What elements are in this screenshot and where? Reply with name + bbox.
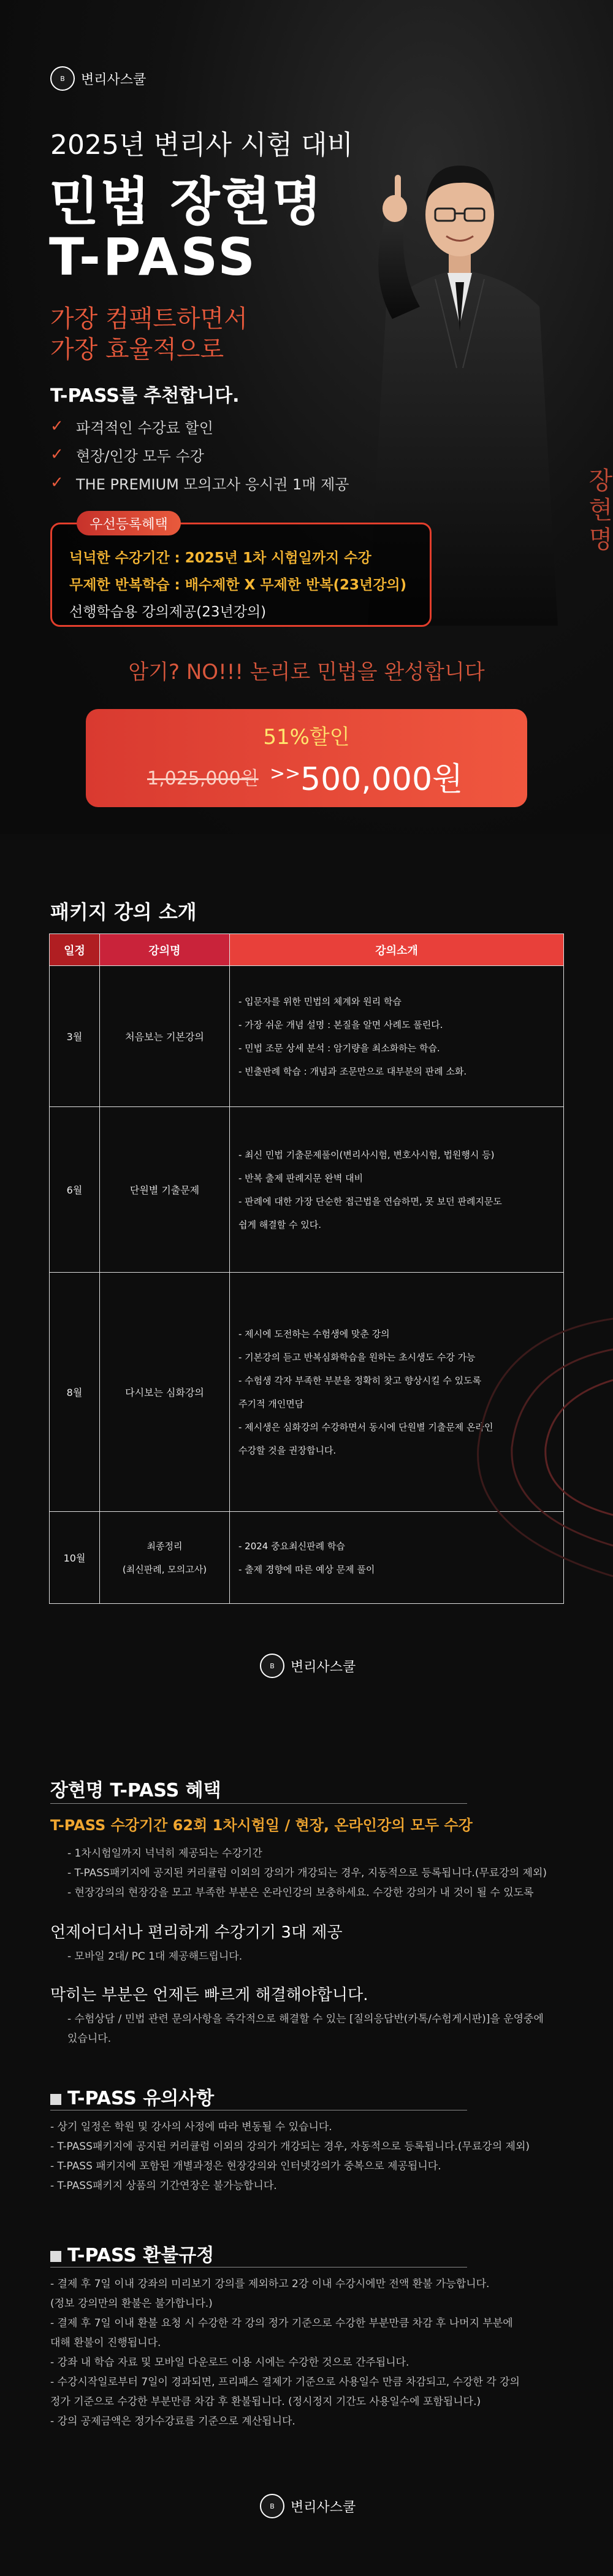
desc-line: - 최신 민법 기출문제풀이(변리사시험, 변호사시험, 법원행시 등) <box>238 1149 495 1160</box>
desc-line: - 제시생은 심화강의 수강하면서 동시에 단원별 기출문제 온라인 <box>238 1421 493 1433</box>
detail-line: - 모바일 2대/ PC 1대 제공해드립니다. <box>67 1950 243 1963</box>
refund-line: (정보 강의만의 환불은 불가합니다.) <box>50 2298 213 2310</box>
header-logo[interactable] <box>50 66 146 91</box>
detail-line: - 수험상담 / 민법 관련 문의사항을 즉각적으로 해결할 수 있는 [질의응답반(카톡/수험게시판)]을 운영중에 <box>67 2013 544 2025</box>
recommend-item <box>50 469 349 497</box>
desc-line: 쉽게 해결할 수 있다. <box>238 1219 321 1230</box>
desc-line: - 기본강의 듣고 반복심화학습을 원하는 초시생도 수강 가능 <box>238 1351 476 1363</box>
qa-detail <box>67 2009 544 2049</box>
refund-line: - 수강시작일로부터 7일이 경과되면, 프리패스 결제가 기준으로 사용일수 만큼 차감되고, 수강한 각 강의 <box>50 2376 520 2388</box>
notes-title-text: T-PASS 유의사항 <box>67 2088 215 2109</box>
decorative-curves <box>454 1300 613 1595</box>
desc-line: 수강할 것을 권장합니다. <box>238 1444 337 1456</box>
desc-line: - 판례에 대한 가장 단순한 접근법을 연습하면, 못 보던 판례지문도 <box>238 1195 502 1207</box>
refund-title <box>50 2240 214 2267</box>
desc-line: - 수험생 각자 부족한 부분을 정확히 찾고 향상시킬 수 있도록 <box>238 1374 482 1386</box>
desc-line: - 민법 조문 상세 분석 : 암기량을 최소화하는 학습. <box>238 1042 440 1054</box>
recommend-item <box>50 412 349 440</box>
desc-line: - 출제 경향에 따른 예상 문제 풀이 <box>238 1563 375 1575</box>
early-benefit-line: 무제한 반복학습 : 배수제한 X 무제한 반복(23년강의) <box>69 577 407 593</box>
logo-text: 변리사스쿨 <box>291 2499 356 2515</box>
course-desc-cell <box>230 1107 564 1273</box>
notes-line: - T-PASS 패키지에 포함된 개별과정은 현장강의와 인터넷강의가 중복으로 제공됩니다. <box>50 2160 441 2172</box>
divider <box>50 1803 467 1804</box>
course-name-cell <box>100 1512 230 1604</box>
devices-heading: 언제어디서나 편리하게 수강기기 3대 제공 <box>50 1923 343 1942</box>
early-benefit-badge: 우선등록혜택 <box>77 511 181 535</box>
instructor-name-vertical <box>588 466 613 554</box>
schedule-cell: 10월 <box>50 1512 100 1604</box>
package-title: 패키지 강의 소개 <box>50 900 197 924</box>
detail-line: - T-PASS패키지에 공지된 커리큘럼 이외의 강의가 개강되는 경우, 지동적으로 등록됩니다.(무료강의 제외) <box>67 1867 547 1879</box>
schedule-cell: 8월 <box>50 1273 100 1512</box>
column-header: 강의명 <box>100 934 230 966</box>
price-banner[interactable] <box>86 709 527 807</box>
desc-line: 주기적 개인면담 <box>238 1398 304 1409</box>
check-icon: ✓ <box>50 473 64 492</box>
refund-line: 대해 환불이 진행됩니다. <box>50 2337 161 2349</box>
check-icon: ✓ <box>50 417 64 435</box>
square-bullet-icon <box>50 2094 61 2105</box>
slogan: 암기? NO!!! 논리로 민법을 완성합니다 <box>128 660 485 684</box>
logo-text: 변리사스쿨 <box>81 72 147 88</box>
qa-heading: 막히는 부분은 언제든 빠르게 해결해야합니다. <box>50 1986 368 2004</box>
desc-line: - 가장 쉬운 개념 설명 : 본질을 알면 사례도 풀린다. <box>238 1019 443 1030</box>
detail-line: - 현장강의의 현장강을 모고 부족한 부분은 온라인강의 보충하세요. 수강한 강의가 내 것이 될 수 있도록 <box>67 1887 534 1899</box>
logo-emblem-icon: B <box>260 1654 284 1678</box>
detail-line: 있습니다. <box>67 2033 112 2045</box>
price-arrow: >> <box>270 763 301 784</box>
benefits-title: 장현명 T-PASS 혜택 <box>50 1780 221 1801</box>
recommend-item-label: 파격적인 수강료 할인 <box>76 419 213 437</box>
refund-line: - 강좌 내 학습 자료 및 모바일 다운로드 이용 시에는 수강한 것으로 간주됩니다. <box>50 2356 409 2369</box>
early-benefit-line: 넉넉한 수강기간 : 2025년 1차 시험일까지 수강 <box>69 550 371 566</box>
instructor-name-char: 명 <box>588 526 613 554</box>
early-benefit-box <box>50 516 432 627</box>
sale-price: 500,000원 <box>300 761 463 798</box>
recommend-item-label: 현장/인강 모두 수강 <box>76 447 204 465</box>
notes-title <box>50 2083 214 2110</box>
benefits-highlight: T-PASS 수강기간 62회 1차시험일 / 현장, 온라인강의 모두 수강 <box>50 1817 473 1834</box>
notes-line: - T-PASS패키지에 공지된 커리큘럼 이외의 강의가 개강되는 경우, 자동적으로 등록됩니다.(무료강의 제외) <box>50 2141 530 2153</box>
desc-line: - 입문자를 위한 민법의 체계와 원리 학습 <box>238 995 402 1007</box>
course-name-cell: 처음보는 기본강의 <box>100 966 230 1107</box>
refund-line: - 결제 후 7일 이내 강좌의 미리보기 강의를 제외하고 2강 이내 수강시에만 전액 환불 가능합니다. <box>50 2278 490 2290</box>
desc-line: - 반복 출제 판례지문 완벽 대비 <box>238 1172 364 1184</box>
course-name-cell: 다시보는 심화강의 <box>100 1273 230 1512</box>
schedule-cell: 6월 <box>50 1107 100 1273</box>
instructor-name-char: 장 <box>588 467 613 495</box>
refund-line: - 강의 공제금액은 정가수강료를 기준으로 계산됩니다. <box>50 2415 295 2428</box>
logo-emblem-icon: B <box>50 66 75 91</box>
hero-title-line1: 민법 장현명 <box>49 172 323 232</box>
course-name-line: (최신판례, 모의고사) <box>122 1563 207 1575</box>
check-icon: ✓ <box>50 445 64 464</box>
course-name-cell: 단원별 기출문제 <box>100 1107 230 1273</box>
benefits-detail <box>67 1844 547 1903</box>
refund-list <box>50 2274 520 2431</box>
early-benefit-line: 선행학습용 강의제공(23년강의) <box>69 604 267 620</box>
refund-line: - 결제 후 7일 이내 환불 요청 시 수강한 각 강의 정가 기준으로 수강한 부분만큼 차감 후 나머지 부분에 <box>50 2317 513 2329</box>
recommend-item <box>50 440 349 469</box>
detail-line: - 1차시험일까지 넉넉히 제공되는 수강기간 <box>67 1847 262 1860</box>
notes-list <box>50 2117 530 2196</box>
hero-title-line2: T-PASS <box>49 227 257 287</box>
middle-logo[interactable] <box>260 1654 356 1678</box>
schedule-cell: 3월 <box>50 966 100 1107</box>
footer-logo[interactable] <box>260 2494 356 2518</box>
column-header: 강의소개 <box>230 934 564 966</box>
logo-text: 변리사스쿨 <box>291 1659 356 1675</box>
notes-line: - 상기 일정은 학원 및 강사의 사정에 따라 변동될 수 있습니다. <box>50 2121 332 2133</box>
refund-title-text: T-PASS 환불규정 <box>67 2245 215 2266</box>
instructor-name-char: 현 <box>588 496 613 524</box>
discount-label: 51%할인 <box>263 725 350 749</box>
square-bullet-icon <box>50 2251 61 2262</box>
recommend-item-label: THE PREMIUM 모의고사 응시권 1매 제공 <box>76 475 349 493</box>
recommend-title: T-PASS를 추천합니다. <box>50 385 240 407</box>
hero-tagline-2: 가장 효율적으로 <box>50 335 224 364</box>
desc-line: - 제시에 도전하는 수험생에 맞춘 강의 <box>238 1328 390 1340</box>
logo-emblem-icon: B <box>260 2494 284 2518</box>
recommend-list <box>50 412 349 497</box>
refund-line: 정가 기준으로 수강한 부분만큼 차감 후 환불됩니다. (정시정지 기간도 사용일수에 포함됩니다.) <box>50 2396 481 2408</box>
hero-subtitle: 2025년 변리사 시험 대비 <box>50 129 353 161</box>
column-header: 일정 <box>50 934 100 966</box>
hero-tagline-1: 가장 컴팩트하면서 <box>50 305 248 333</box>
devices-detail <box>67 1947 242 1966</box>
table-row <box>50 966 564 1107</box>
desc-line: - 2024 중요최신판례 학습 <box>238 1540 345 1552</box>
notes-line: - T-PASS패키지 상품의 기간연장은 불가능합니다. <box>50 2180 277 2192</box>
original-price: 1,025,000원 <box>147 768 259 789</box>
table-header-row <box>50 934 564 966</box>
course-name-line: 최종정리 <box>147 1540 183 1552</box>
course-desc-cell <box>230 966 564 1107</box>
hero-section <box>0 0 613 834</box>
desc-line: - 빈출판례 학습 : 개념과 조문만으로 대부분의 판례 소화. <box>238 1065 467 1077</box>
table-row <box>50 1107 564 1273</box>
